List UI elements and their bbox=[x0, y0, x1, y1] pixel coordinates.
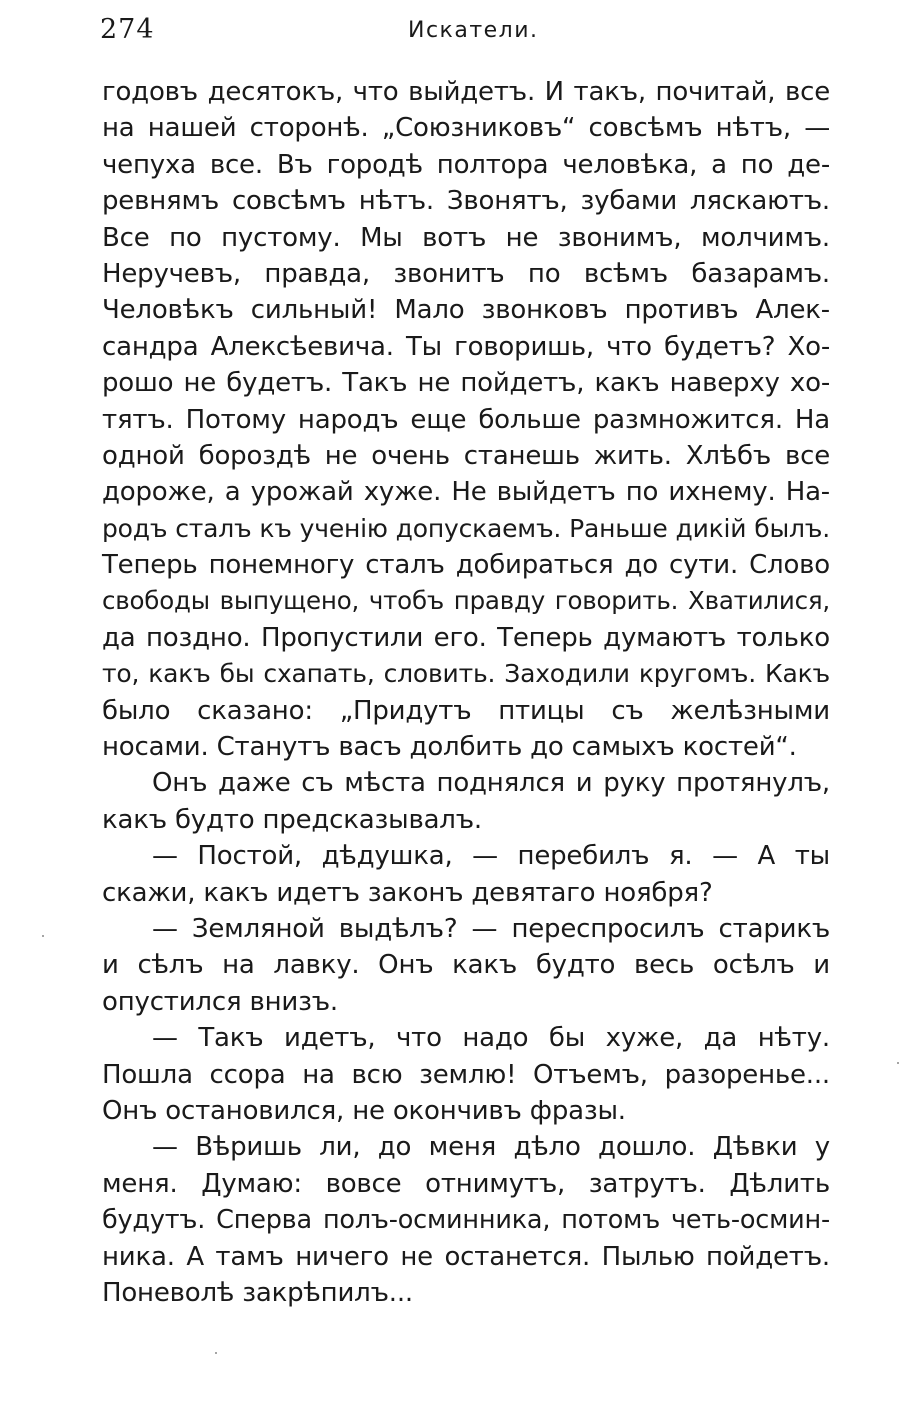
text-line: — Постой, дѣдушка, — перебилъ я. — А ты bbox=[152, 841, 830, 872]
text-line: родъ сталъ къ ученію допускаемъ. Раньше дикій былъ. bbox=[102, 513, 830, 543]
text-line: да поздно. Пропустили его. Теперь думаютъ только bbox=[102, 622, 830, 653]
text-line: будутъ. Сперва полъ-осминника, потомъ четь-осмин- bbox=[102, 1205, 830, 1236]
text-line: годовъ десятокъ, что выйдетъ. И такъ, почитай, все bbox=[102, 77, 830, 107]
text-line: сандра Алексѣевича. Ты говоришь, что будетъ? Хо- bbox=[102, 331, 830, 362]
body-text bbox=[102, 74, 830, 1311]
text-line: Онъ остановился, не окончивъ фразы. bbox=[102, 1095, 626, 1126]
text-line: — Вѣришь ли, до меня дѣло дошло. Дѣвки у bbox=[152, 1132, 830, 1163]
text-line: чепуха все. Въ городѣ полтора человѣка, а по де- bbox=[102, 149, 830, 180]
text-line: Человѣкъ сильный! Мало звонковъ противъ Алек- bbox=[102, 295, 830, 326]
text-line: Все по пустому. Мы вотъ не звонимъ, молчимъ. bbox=[102, 222, 830, 253]
running-title: Искатели. bbox=[408, 18, 539, 43]
text-line: Теперь понемногу сталъ добираться до сути. Слово bbox=[102, 550, 830, 581]
text-line: ревнямъ совсѣмъ нѣтъ. Звонятъ, зубами ляскаютъ. bbox=[102, 186, 830, 217]
text-line: одной бороздѣ не очень станешь жить. Хлѣбъ все bbox=[102, 440, 830, 471]
text-line: и сѣлъ на лавку. Онъ какъ будто весь осѣлъ и bbox=[102, 950, 830, 981]
text-line: на нашей сторонѣ. „Союзниковъ“ совсѣмъ нѣтъ, — bbox=[102, 113, 830, 144]
text-line: опустился внизъ. bbox=[102, 986, 338, 1017]
text-line: Пошла ссора на всю землю! Отъемъ, разоренье... bbox=[102, 1059, 830, 1090]
paper-speck bbox=[42, 935, 44, 937]
paper-speck bbox=[897, 1062, 899, 1064]
text-line: Онъ даже съ мѣста поднялся и руку протянулъ, bbox=[152, 768, 830, 799]
text-line: какъ будто предсказывалъ. bbox=[102, 804, 482, 835]
text-line: — Земляной выдѣлъ? — переспросилъ старикъ bbox=[152, 913, 830, 944]
text-line: Неручевъ, правда, звонитъ по всѣмъ базарамъ. bbox=[102, 258, 830, 289]
text-line: дороже, а урожай хуже. Не выйдетъ по ихнему. На- bbox=[102, 477, 830, 508]
text-line: тятъ. Потому народъ еще больше размножится. На bbox=[102, 404, 830, 435]
text-line: ника. А тамъ ничего не останется. Пылью пойдетъ. bbox=[102, 1241, 830, 1272]
page-header bbox=[100, 14, 830, 54]
text-line: рошо не будетъ. Такъ не пойдетъ, какъ наверху хо- bbox=[102, 368, 830, 399]
text-line: Поневолѣ закрѣпилъ... bbox=[102, 1277, 413, 1308]
text-line: было сказано: „Придутъ птицы съ желѣзными bbox=[102, 695, 830, 726]
page-number: 274 bbox=[100, 14, 155, 45]
text-line: меня. Думаю: вовсе отнимутъ, затрутъ. Дѣлить bbox=[102, 1168, 830, 1199]
text-line: носами. Станутъ васъ долбить до самыхъ костей“. bbox=[102, 732, 797, 763]
text-line: скажи, какъ идетъ законъ девятаго ноября? bbox=[102, 877, 713, 908]
text-line: свободы выпущено, чтобъ правду говорить. Хватилися, bbox=[102, 586, 830, 616]
text-line: то, какъ бы схапать, словить. Заходили кругомъ. Какъ bbox=[102, 659, 830, 689]
paper-speck bbox=[215, 1352, 217, 1354]
text-line: — Такъ идетъ, что надо бы хуже, да нѣту. bbox=[152, 1023, 830, 1054]
